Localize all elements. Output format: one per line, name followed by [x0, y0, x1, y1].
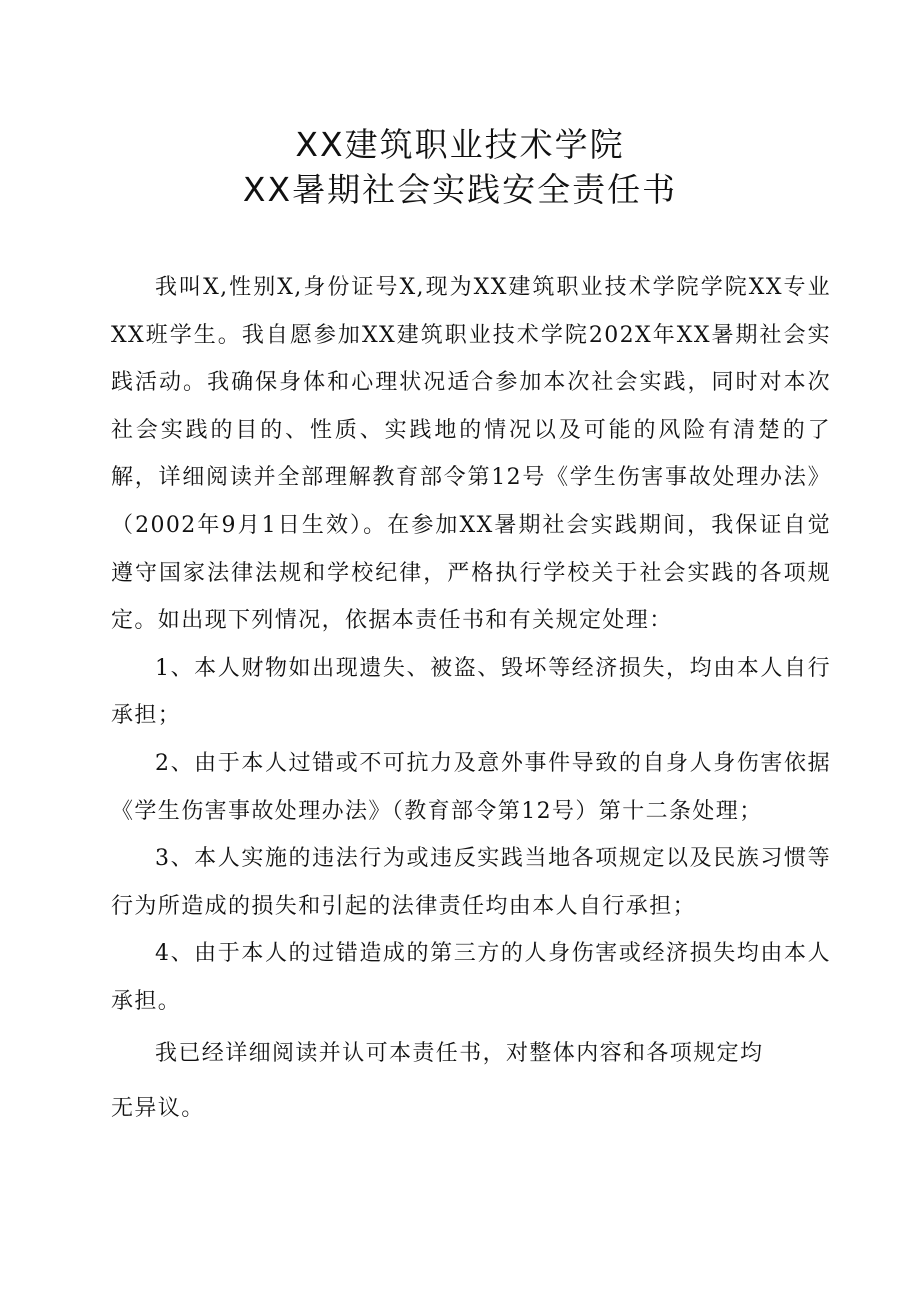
intro-paragraph: 我叫X,性别X,身份证号X,现为XX建筑职业技术学院学院XX专业XX班学生。我自愿参加XX建筑职业技术学院202X年XX暑期社会实践活动。我确保身体和心理状况适合参加本次社会实践，同时对本次社会实践的目的、性质、实践地的情况以及可能的风险有清楚的了解，详细阅读并全部理解教育部令第12号《学生伤害事故处理办法》（2002年9月1日生效）。在参加XX暑期社会实践期间，我保证自觉遵守国家法律法规和学校纪律，严格执行学校关于社会实践的各项规定。如出现下列情况，依据本责任书和有关规定处理：	[111, 275, 831, 634]
document-body	[111, 264, 831, 1133]
document-title	[0, 122, 920, 212]
clause-item-3: 3、本人实施的违法行为或违反实践当地各项规定以及民族习惯等行为所造成的损失和引起的法律责任均由本人自行承担；	[111, 846, 831, 919]
clause-item-1: 1、本人财物如出现遗失、被盗、毁坏等经济损失，均由本人自行承担；	[111, 655, 831, 729]
closing-statement-tail: 无异议。	[111, 1096, 205, 1122]
clause-item-2: 2、由于本人过错或不可抗力及意外事件导致的自身人身伤害依据《学生伤害事故处理办法》（教育部令第12号）第十二条处理；	[111, 750, 831, 824]
clause-item-4: 4、由于本人的过错造成的第三方的人身伤害或经济损失均由本人承担。	[111, 941, 831, 1014]
title-institution: XX建筑职业技术学院	[295, 125, 625, 164]
title-document-name: XX暑期社会实践安全责任书	[242, 170, 678, 209]
closing-statement: 我已经详细阅读并认可本责任书，对整体内容和各项规定均	[155, 1040, 764, 1066]
